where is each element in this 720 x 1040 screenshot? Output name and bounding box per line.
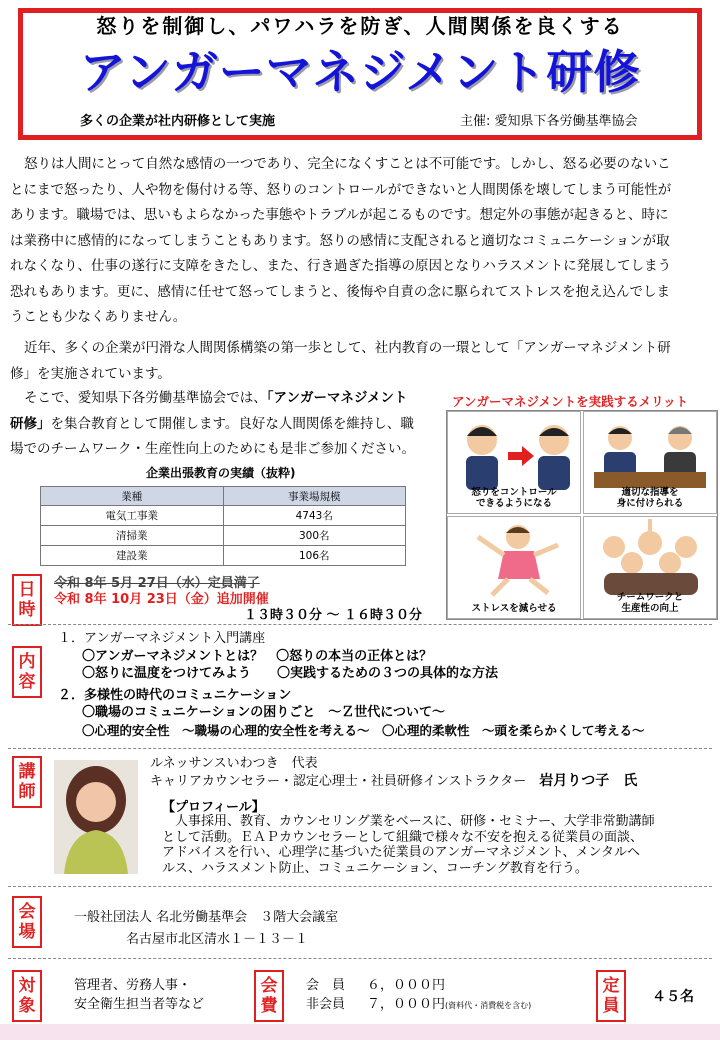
table-cell: 電気工事業: [41, 506, 224, 526]
text-line: 場でのチームワーク・生産性向上のためにも是非ご参加ください。: [10, 441, 415, 457]
fee-label: [254, 970, 284, 1022]
table-row: [41, 506, 406, 526]
label-text: 講師: [18, 762, 36, 802]
content-item: 〇アンガーマネジメントとは？ 〇怒りの本当の正体とは？: [82, 648, 433, 664]
fee-note: (資料代・消費税を含む): [445, 1001, 532, 1010]
text-line: 近年、多くの企業が円滑な人間関係構築の第一歩として、社内教育の一環として「アンガーマネジメント研: [24, 340, 671, 356]
merit-card: [583, 516, 717, 619]
text-line: 修」を実施されています。: [10, 365, 171, 382]
caption-text: 怒りをコントロール できるようになる: [471, 487, 557, 509]
fee-member-value: ６，０００円: [367, 978, 446, 993]
merit-caption: [448, 487, 580, 509]
table-cell: 建設業: [41, 546, 224, 566]
profile-text: [162, 814, 655, 876]
table-cell: 106名: [223, 546, 406, 566]
divider: [8, 958, 712, 959]
schedule-time: １３時３０分 ～ １６時３０分: [244, 608, 423, 623]
text-line: うことも少なくありません。: [10, 309, 187, 325]
content-item: 〇心理的安全性 ～職場の心理的安全性を考える～ 〇心理的柔軟性 ～頭を柔らかくして考える～: [82, 722, 645, 738]
results-table: [40, 486, 406, 566]
merit-caption: [584, 592, 716, 614]
merit-card: [583, 411, 717, 514]
content-list: [58, 630, 645, 739]
capacity-value: ４５名: [652, 989, 694, 1005]
text-line: は業務中に感情的になってしまうこともあります。怒りの感情に支配されると適切なコミュニケーションが取: [10, 232, 670, 249]
table-row: [41, 546, 406, 566]
divider: [8, 748, 712, 749]
caption-text: ストレスを減らせる: [471, 603, 557, 614]
text-line: れなくなり、仕事の遂行に支障をきたし、また、行き過ぎた指導の原因となりハラスメントに発展してしまう: [10, 258, 672, 274]
table-row: [41, 526, 406, 546]
highlight-text: 「アンガーマネジメント: [266, 390, 408, 406]
header-subtitle: 怒りを制御し、パワハラを防ぎ、人間関係を良くする: [96, 14, 624, 38]
label-text: 定員: [602, 976, 620, 1016]
text-line: アドバイスを行い、心理学に基づいた従業員のアンガーマネジメント、メンタルヘ: [162, 845, 641, 860]
lecturer-photo: [54, 760, 138, 874]
lecturer-label: [12, 756, 42, 808]
fee-nonmember-value: ７，０００円: [367, 997, 446, 1012]
table-cell: 300名: [223, 526, 406, 546]
profile-heading: 【プロフィール】: [162, 800, 265, 815]
text-line: として活動。ＥＡＰカウンセラーとして組織で様々な不安を抱える従業員の面談、: [162, 829, 644, 845]
label-text: 内容: [18, 652, 36, 692]
results-title: 企業出張教育の実績（抜粋): [146, 466, 296, 480]
text-line: 安全衛生担当者等など: [74, 997, 205, 1012]
lecturer-org: ルネッサンスいわつき 代表: [150, 756, 318, 771]
fee-table: [306, 976, 531, 1015]
column-header: 事業場規模: [223, 487, 406, 506]
text-line: ルス、ハラスメント防止、コミュニケーション、コーチング教育を行う。: [162, 860, 588, 876]
merits-panel: [446, 410, 718, 620]
divider: [8, 624, 712, 625]
lecturer-titles: [150, 770, 637, 790]
footer-band: [0, 1024, 720, 1040]
text-line: 管理者、労務人事・: [74, 978, 192, 993]
merits-title: アンガーマネジメントを実践するメリット: [452, 394, 689, 409]
merit-card: [447, 516, 581, 619]
merit-caption: [448, 603, 580, 614]
organizer: 主催: 愛知県下各労働基準協会: [460, 114, 638, 129]
fee-member-label: 会 員: [306, 978, 346, 993]
content-heading: ２．多様性の時代のコミュニケーション: [58, 687, 292, 703]
teamwork-illustration: [584, 517, 716, 597]
target-text: [74, 976, 204, 1014]
meeting-illustration: [584, 412, 716, 492]
label-text: 対象: [18, 976, 36, 1016]
label-text: 日時: [18, 580, 36, 620]
content-item: 〇怒りに温度をつけてみよう 〇実践するための３つの具体的な方法: [82, 666, 499, 681]
content-heading: １．アンガーマネジメント入門講座: [58, 631, 266, 646]
main-title: アンガーマネジメント研修: [79, 45, 641, 99]
highlight-text: 研修」: [10, 415, 51, 432]
portrait-image: [54, 760, 138, 874]
fee-nonmember-label: 非会員: [306, 997, 346, 1012]
content-label: [12, 646, 42, 698]
table-cell: 清掃業: [41, 526, 224, 546]
capacity-label: [596, 970, 626, 1022]
text-line: とにまで怒ったり、人や物を傷付ける等、怒りのコントロールができないと人間関係を壊してしまう可能性が: [10, 181, 672, 198]
merit-card: [447, 411, 581, 514]
text-line: 恐れもあります。更に、感情に任せて怒ってしまうと、後悔や自責の念に駆られてストレスを抱え込んでしま: [10, 283, 671, 300]
stress-relief-illustration: [448, 517, 580, 597]
label-text: 会場: [18, 902, 36, 942]
intro-paragraph-3: [10, 386, 430, 463]
text-line: 人事採用、教育、カウンセリング業をベースに、研修・セミナー、大学非常勤講師: [162, 814, 655, 829]
venue-address: 名古屋市北区清水１－１３－１: [126, 932, 309, 947]
label-text: 会費: [260, 976, 278, 1016]
intro-paragraph-2: [10, 336, 710, 387]
anger-control-illustration: [448, 412, 580, 492]
caption-text: チームワークと 生産性の向上: [616, 592, 684, 614]
schedule-date-closed: 令和 8年 5月 27日（水）定員満了: [54, 576, 260, 591]
text-line: あります。職場では、思いもよらなかった事態やトラブルが起こるものです。想定外の事態が起きると、時に: [10, 207, 669, 223]
table-cell: 4743名: [223, 506, 406, 526]
schedule-line-2: 令和 8年 10月 23日（金）追加開催: [54, 592, 269, 607]
venue-label: [12, 896, 42, 948]
target-label: [12, 970, 42, 1022]
caption-text: 適切な指導を 身に付けられる: [616, 487, 684, 509]
venue-name: 一般社団法人 名北労働基準会 ３階大会議室: [74, 910, 339, 925]
table-header-row: [41, 487, 406, 506]
tagline: 多くの企業が社内研修として実施: [80, 114, 276, 129]
column-header: 業種: [41, 487, 224, 506]
divider: [8, 886, 712, 887]
merit-caption: [584, 487, 716, 509]
text-line: 怒りは人間にとって自然な感情の一つであり、完全になくすことは不可能です。しかし、怒る必要のないこ: [24, 156, 671, 172]
text-span: そこで、愛知県下各労働基準協会では、: [24, 390, 267, 406]
text-span: を集合教育として開催します。良好な人間関係を維持し、職: [50, 415, 414, 432]
intro-paragraph-1: [10, 152, 710, 331]
content-item: 〇職場のコミュニケーションの困りごと ～Ｚ世代について～: [82, 705, 445, 720]
schedule-label: [12, 574, 42, 626]
lecturer-name: 岩月りつ子 氏: [539, 773, 638, 789]
lecturer-titles-text: キャリアカウンセラー・認定心理士・社員研修インストラクター: [150, 774, 527, 789]
